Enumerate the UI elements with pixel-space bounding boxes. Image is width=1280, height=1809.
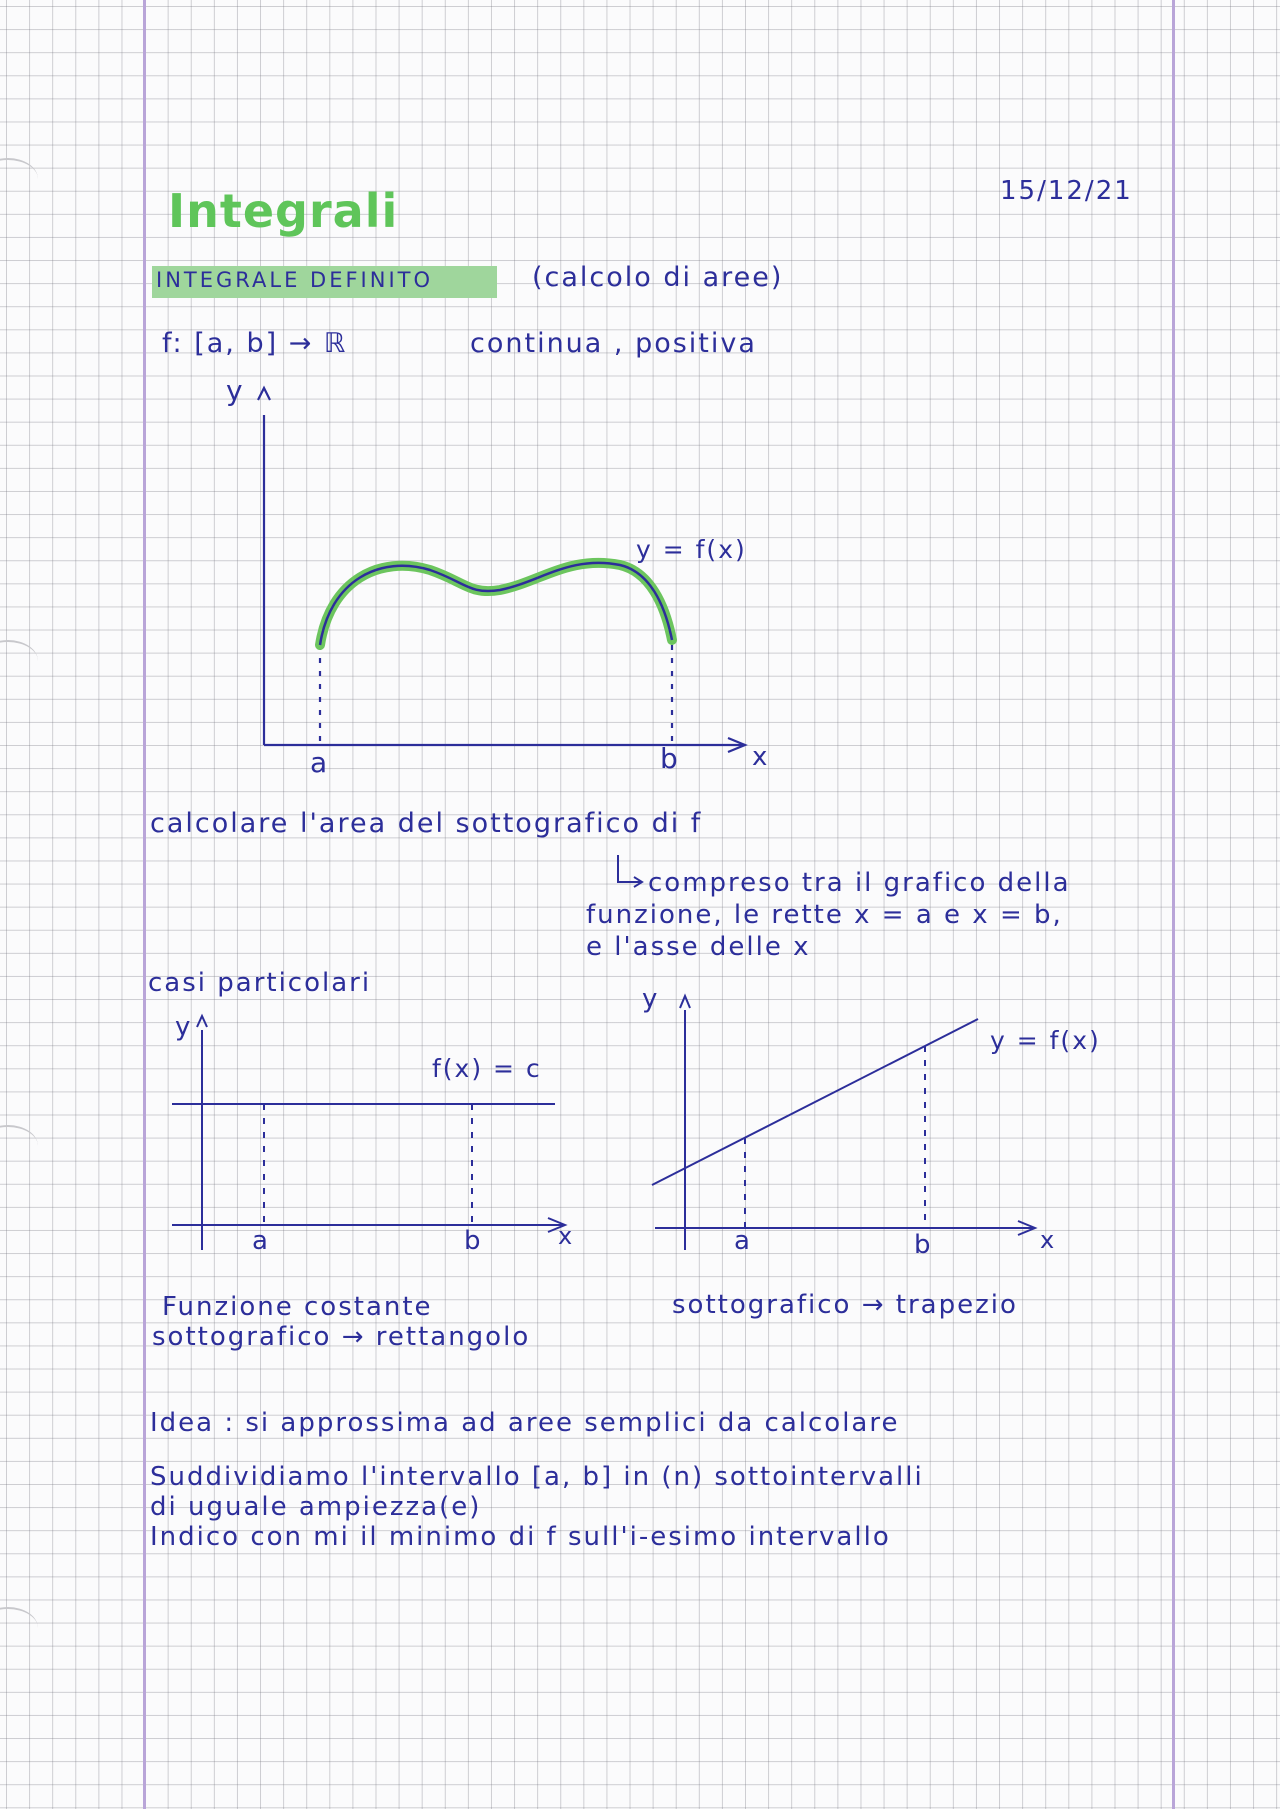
left-caption-2: sottografico → rettangolo xyxy=(152,1322,531,1352)
right-b-label: b xyxy=(914,1230,933,1260)
left-a-label: a xyxy=(252,1226,270,1256)
main-x-label: x xyxy=(752,742,770,772)
idea-line: Idea : si approssima ad aree semplici da calcolare xyxy=(150,1408,900,1438)
main-curve-highlight xyxy=(320,563,672,645)
function-definition: f: [a, b] → ℝ xyxy=(162,328,348,359)
left-x-label: x xyxy=(558,1222,575,1250)
cases-heading: casi particolari xyxy=(148,968,372,998)
date: 15/12/21 xyxy=(1000,176,1133,206)
right-func-label: y = f(x) xyxy=(990,1026,1101,1055)
calcolare-line: calcolare l'area del sottografico di f xyxy=(150,808,703,839)
arrow-note-line3: e l'asse delle x xyxy=(586,932,811,962)
arrow-note-line2: funzione, le rette x = a e x = b, xyxy=(586,900,1063,930)
right-x-label: x xyxy=(1040,1226,1057,1254)
left-y-label: y xyxy=(175,1012,193,1042)
subdivide-line-2: di uguale ampiezza(e) xyxy=(150,1492,482,1522)
right-y-label: y xyxy=(642,984,660,1014)
main-b-label: b xyxy=(660,742,680,775)
right-linear-line xyxy=(652,1019,978,1185)
main-y-arrow xyxy=(258,388,270,400)
right-a-label: a xyxy=(734,1226,752,1256)
page-title: Integrali xyxy=(168,184,399,238)
right-y-arrow xyxy=(680,996,690,1008)
function-properties: continua , positiva xyxy=(470,328,757,359)
right-caption: sottografico → trapezio xyxy=(672,1290,1018,1320)
main-a-label: a xyxy=(310,746,330,779)
main-y-label: y xyxy=(226,374,245,407)
indico-line: Indico con mi il minimo di f sull'i-esimo intervallo xyxy=(150,1522,891,1552)
left-func-label: f(x) = c xyxy=(432,1054,542,1083)
arrow-note-line1: compreso tra il grafico della xyxy=(648,868,1071,898)
main-curve-label: y = f(x) xyxy=(636,535,747,564)
section-subtitle: (calcolo di aree) xyxy=(532,262,784,293)
left-y-arrow xyxy=(197,1016,207,1027)
left-b-label: b xyxy=(464,1226,483,1256)
subdivide-line-1: Suddividiamo l'intervallo [a, b] in (n) sottointervalli xyxy=(150,1462,924,1492)
section-heading: INTEGRALE DEFINITO xyxy=(156,268,433,292)
left-caption-1: Funzione costante xyxy=(162,1292,433,1322)
